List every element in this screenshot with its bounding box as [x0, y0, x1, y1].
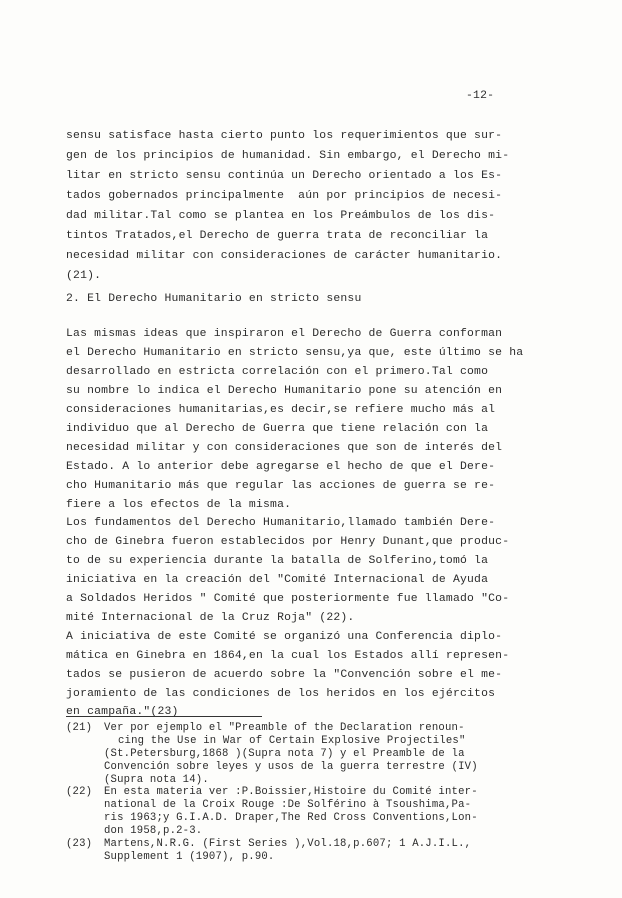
section-heading: 2. El Derecho Humanitario en stricto sensu	[66, 293, 362, 305]
text-line: Estado. A lo anterior debe agregarse el hecho de que el Dere-	[66, 461, 496, 473]
text-line: el Derecho Humanitario en stricto sensu,ya que, este último se ha	[66, 347, 524, 359]
footnote-line: cing the Use in War of Certain Explosive Projectiles"	[118, 735, 466, 747]
text-line: tados gobernados principalmente aún por principios de necesi-	[66, 190, 503, 202]
footnote-number: (22)	[66, 786, 93, 798]
text-line: tados se pusieron de acuerdo sobre la "Convención sobre el me-	[66, 669, 503, 681]
footnote-line: (Supra nota 14).	[104, 774, 209, 786]
text-line: to de su experiencia durante la batalla de Solferino,tomó la	[66, 555, 489, 567]
footnote-line: ris 1963;y G.I.A.D. Draper,The Red Cross Conventions,Lon-	[104, 812, 478, 824]
footnote-line: Martens,N.R.G. (First Series ),Vol.18,p.607; 1 A.J.I.L.,	[104, 838, 472, 850]
footnote-separator	[66, 716, 262, 717]
text-line: mité Internacional de la Cruz Roja" (22).	[66, 612, 355, 624]
text-line: fiere a los efectos de la misma.	[66, 499, 292, 511]
text-line: litar en stricto sensu continúa un Derecho orientado a los Es-	[66, 170, 503, 182]
text-line: cho Humanitario más que regular las acciones de guerra se re-	[66, 480, 496, 492]
footnote-line: Supplement 1 (1907), p.90.	[104, 851, 275, 863]
footnote-line: national de la Croix Rouge :De Solférino à Tsoushima,Pa-	[104, 799, 472, 811]
text-line: individuo que al Derecho de Guerra que tiene relación con la	[66, 423, 489, 435]
footnote-line: don 1958,p.2-3.	[104, 825, 203, 837]
text-line: gen de los principios de humanidad. Sin embargo, el Derecho mi-	[66, 150, 510, 162]
text-line: necesidad militar con consideraciones de carácter humanitario.	[66, 250, 503, 262]
text-line: en campaña."(23)	[66, 706, 179, 718]
footnote-number: (23)	[66, 838, 93, 850]
text-line: desarrollado en estricta correlación con el primero.Tal como	[66, 366, 489, 378]
text-line: necesidad militar y con consideraciones que son de interés del	[66, 442, 503, 454]
text-line: A iniciativa de este Comité se organizó una Conferencia diplo-	[66, 631, 503, 643]
text-line: sensu satisface hasta cierto punto los requerimientos que sur-	[66, 130, 503, 142]
text-line: iniciativa en la creación del "Comité Internacional de Ayuda	[66, 574, 489, 586]
text-line: dad militar.Tal como se plantea en los Preámbulos de los dis-	[66, 210, 496, 222]
footnote-line: Convención sobre leyes y usos de la guerra terrestre (IV)	[104, 761, 478, 773]
text-line: consideraciones humanitarias,es decir,se refiere mucho más al	[66, 404, 496, 416]
footnote-number: (21)	[66, 722, 93, 734]
footnote-line: Ver por ejemplo el "Preamble of the Declaration renoun-	[104, 722, 465, 734]
footnote-line: (St.Petersburg,1868 )(Supra nota 7) y el Preamble de la	[104, 748, 465, 760]
footnote-line: En esta materia ver :P.Boissier,Histoire du Comité inter-	[104, 786, 478, 798]
page-number: -12-	[466, 90, 495, 102]
text-line: Los fundamentos del Derecho Humanitario,llamado también Dere-	[66, 517, 496, 529]
text-line: su nombre lo indica el Derecho Humanitario pone su atención en	[66, 385, 503, 397]
text-line: Las mismas ideas que inspiraron el Derecho de Guerra conforman	[66, 328, 503, 340]
text-line: joramiento de las condiciones de los heridos en los ejércitos	[66, 688, 496, 700]
text-line: (21).	[66, 270, 102, 282]
text-line: mática en Ginebra en 1864,en la cual los Estados allí represen-	[66, 650, 510, 662]
text-line: cho de Ginebra fueron establecidos por Henry Dunant,que produc-	[66, 536, 510, 548]
text-line: tintos Tratados,el Derecho de guerra trata de reconciliar la	[66, 230, 489, 242]
text-line: a Soldados Heridos " Comité que posteriormente fue llamado "Co-	[66, 593, 510, 605]
